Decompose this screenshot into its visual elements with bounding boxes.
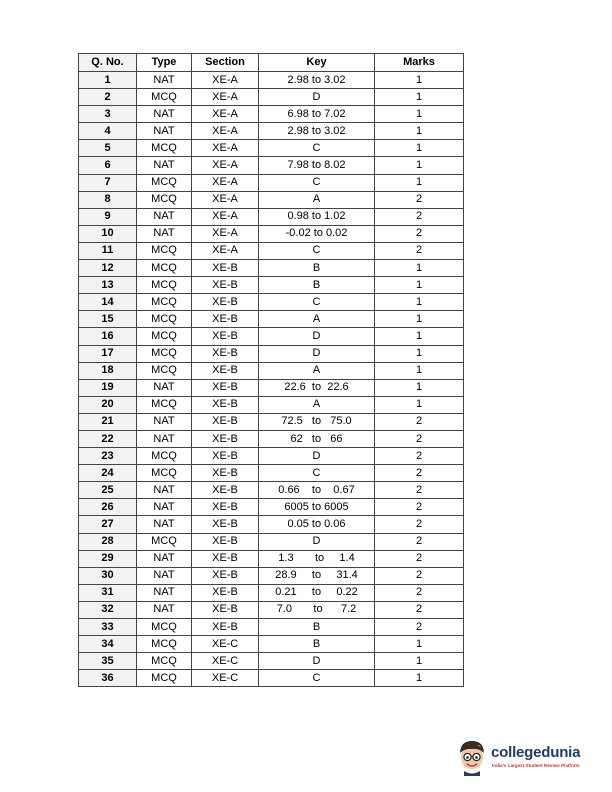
key-cell: C [259, 242, 375, 259]
section-cell: XE-B [192, 430, 259, 447]
type-cell: NAT [137, 584, 192, 601]
type-cell: MCQ [137, 396, 192, 413]
qno-cell: 9 [79, 208, 137, 225]
marks-cell: 2 [375, 584, 464, 601]
section-cell: XE-C [192, 653, 259, 670]
marks-cell: 2 [375, 413, 464, 430]
type-cell: MCQ [137, 277, 192, 294]
table-row [79, 225, 464, 242]
qno-cell: 14 [79, 294, 137, 311]
section-cell: XE-B [192, 328, 259, 345]
section-cell: XE-B [192, 345, 259, 362]
key-cell: B [259, 277, 375, 294]
key-cell: D [259, 533, 375, 550]
section-cell: XE-B [192, 465, 259, 482]
table-body [79, 72, 464, 687]
type-cell: NAT [137, 225, 192, 242]
marks-cell: 1 [375, 277, 464, 294]
header-section: Section [192, 54, 259, 72]
section-cell: XE-B [192, 516, 259, 533]
qno-cell: 3 [79, 106, 137, 123]
marks-cell: 2 [375, 533, 464, 550]
section-cell: XE-B [192, 619, 259, 636]
qno-cell: 23 [79, 448, 137, 465]
table-row [79, 413, 464, 430]
type-cell: NAT [137, 72, 192, 89]
section-cell: XE-A [192, 191, 259, 208]
table-row [79, 516, 464, 533]
marks-cell: 1 [375, 345, 464, 362]
section-cell: XE-B [192, 277, 259, 294]
type-cell: MCQ [137, 448, 192, 465]
section-cell: XE-B [192, 260, 259, 277]
table-row [79, 72, 464, 89]
section-cell: XE-B [192, 362, 259, 379]
table-row [79, 465, 464, 482]
marks-cell: 1 [375, 157, 464, 174]
table-row [79, 157, 464, 174]
marks-cell: 1 [375, 362, 464, 379]
type-cell: MCQ [137, 260, 192, 277]
type-cell: MCQ [137, 174, 192, 191]
marks-cell: 1 [375, 106, 464, 123]
marks-cell: 1 [375, 311, 464, 328]
key-cell: 1.3 to 1.4 [259, 550, 375, 567]
qno-cell: 17 [79, 345, 137, 362]
type-cell: NAT [137, 499, 192, 516]
mascot-icon [455, 738, 489, 776]
qno-cell: 13 [79, 277, 137, 294]
qno-cell: 7 [79, 174, 137, 191]
marks-cell: 1 [375, 72, 464, 89]
marks-cell: 1 [375, 379, 464, 396]
qno-cell: 8 [79, 191, 137, 208]
header-key: Key [259, 54, 375, 72]
type-cell: MCQ [137, 362, 192, 379]
logo-tagline: India's Largest Student Review Platform [492, 763, 580, 768]
table-row [79, 140, 464, 157]
qno-cell: 30 [79, 567, 137, 584]
key-cell: B [259, 260, 375, 277]
key-cell: 0.21 to 0.22 [259, 584, 375, 601]
key-cell: 6005 to 6005 [259, 499, 375, 516]
key-cell: 2.98 to 3.02 [259, 123, 375, 140]
table-row [79, 482, 464, 499]
key-cell: 0.98 to 1.02 [259, 208, 375, 225]
qno-cell: 29 [79, 550, 137, 567]
type-cell: NAT [137, 430, 192, 447]
marks-cell: 1 [375, 174, 464, 191]
table-row [79, 499, 464, 516]
type-cell: MCQ [137, 191, 192, 208]
section-cell: XE-A [192, 174, 259, 191]
marks-cell: 1 [375, 653, 464, 670]
section-cell: XE-B [192, 311, 259, 328]
qno-cell: 20 [79, 396, 137, 413]
section-cell: XE-C [192, 636, 259, 653]
marks-cell: 1 [375, 294, 464, 311]
key-cell: 28.9 to 31.4 [259, 567, 375, 584]
marks-cell: 2 [375, 516, 464, 533]
table-row [79, 174, 464, 191]
section-cell: XE-B [192, 567, 259, 584]
key-cell: D [259, 653, 375, 670]
qno-cell: 21 [79, 413, 137, 430]
table-row [79, 89, 464, 106]
type-cell: MCQ [137, 653, 192, 670]
header-qno: Q. No. [79, 54, 137, 72]
table-row [79, 208, 464, 225]
qno-cell: 1 [79, 72, 137, 89]
qno-cell: 33 [79, 619, 137, 636]
marks-cell: 2 [375, 550, 464, 567]
table-row [79, 567, 464, 584]
section-cell: XE-B [192, 294, 259, 311]
type-cell: MCQ [137, 294, 192, 311]
type-cell: MCQ [137, 619, 192, 636]
key-cell: 7.98 to 8.02 [259, 157, 375, 174]
type-cell: NAT [137, 208, 192, 225]
table-row [79, 448, 464, 465]
section-cell: XE-A [192, 157, 259, 174]
qno-cell: 25 [79, 482, 137, 499]
type-cell: MCQ [137, 636, 192, 653]
qno-cell: 26 [79, 499, 137, 516]
table-row [79, 396, 464, 413]
type-cell: NAT [137, 482, 192, 499]
section-cell: XE-A [192, 225, 259, 242]
type-cell: MCQ [137, 465, 192, 482]
type-cell: MCQ [137, 328, 192, 345]
marks-cell: 2 [375, 619, 464, 636]
type-cell: MCQ [137, 140, 192, 157]
marks-cell: 2 [375, 482, 464, 499]
table-row [79, 106, 464, 123]
marks-cell: 2 [375, 465, 464, 482]
table-row [79, 584, 464, 601]
table-row [79, 670, 464, 687]
key-cell: B [259, 636, 375, 653]
marks-cell: 1 [375, 670, 464, 687]
qno-cell: 32 [79, 601, 137, 618]
key-cell: 0.66 to 0.67 [259, 482, 375, 499]
key-cell: D [259, 345, 375, 362]
section-cell: XE-B [192, 601, 259, 618]
marks-cell: 2 [375, 448, 464, 465]
key-cell: C [259, 294, 375, 311]
marks-cell: 2 [375, 242, 464, 259]
key-cell: C [259, 174, 375, 191]
type-cell: NAT [137, 106, 192, 123]
qno-cell: 11 [79, 242, 137, 259]
qno-cell: 28 [79, 533, 137, 550]
qno-cell: 15 [79, 311, 137, 328]
qno-cell: 2 [79, 89, 137, 106]
marks-cell: 1 [375, 140, 464, 157]
qno-cell: 18 [79, 362, 137, 379]
type-cell: MCQ [137, 311, 192, 328]
table-row [79, 533, 464, 550]
type-cell: MCQ [137, 242, 192, 259]
table-row [79, 379, 464, 396]
type-cell: MCQ [137, 345, 192, 362]
qno-cell: 36 [79, 670, 137, 687]
section-cell: XE-B [192, 448, 259, 465]
section-cell: XE-B [192, 533, 259, 550]
section-cell: XE-B [192, 482, 259, 499]
logo-brand-text: collegedunia [491, 744, 581, 761]
collegedunia-logo [455, 738, 595, 778]
table-row [79, 277, 464, 294]
key-cell: B [259, 619, 375, 636]
key-cell: A [259, 311, 375, 328]
section-cell: XE-B [192, 499, 259, 516]
marks-cell: 1 [375, 89, 464, 106]
header-row [79, 54, 464, 72]
key-cell: D [259, 448, 375, 465]
table-row [79, 294, 464, 311]
marks-cell: 1 [375, 123, 464, 140]
table-row [79, 345, 464, 362]
key-cell: D [259, 328, 375, 345]
table-row [79, 123, 464, 140]
section-cell: XE-B [192, 550, 259, 567]
qno-cell: 22 [79, 430, 137, 447]
section-cell: XE-A [192, 123, 259, 140]
section-cell: XE-C [192, 670, 259, 687]
key-cell: 72.5 to 75.0 [259, 413, 375, 430]
qno-cell: 6 [79, 157, 137, 174]
section-cell: XE-B [192, 396, 259, 413]
type-cell: MCQ [137, 533, 192, 550]
table-row [79, 653, 464, 670]
type-cell: NAT [137, 567, 192, 584]
table-row [79, 430, 464, 447]
section-cell: XE-B [192, 379, 259, 396]
key-cell: -0.02 to 0.02 [259, 225, 375, 242]
table-row [79, 619, 464, 636]
section-cell: XE-B [192, 413, 259, 430]
table-row [79, 550, 464, 567]
qno-cell: 5 [79, 140, 137, 157]
key-cell: 6.98 to 7.02 [259, 106, 375, 123]
marks-cell: 2 [375, 567, 464, 584]
qno-cell: 12 [79, 260, 137, 277]
key-cell: A [259, 396, 375, 413]
table-row [79, 328, 464, 345]
key-cell: 2.98 to 3.02 [259, 72, 375, 89]
type-cell: NAT [137, 123, 192, 140]
qno-cell: 16 [79, 328, 137, 345]
table-row [79, 362, 464, 379]
qno-cell: 10 [79, 225, 137, 242]
table-row [79, 601, 464, 618]
key-cell: D [259, 89, 375, 106]
type-cell: MCQ [137, 670, 192, 687]
marks-cell: 2 [375, 601, 464, 618]
qno-cell: 4 [79, 123, 137, 140]
type-cell: NAT [137, 601, 192, 618]
section-cell: XE-A [192, 106, 259, 123]
section-cell: XE-A [192, 72, 259, 89]
table-row [79, 260, 464, 277]
type-cell: NAT [137, 516, 192, 533]
key-cell: 7.0 to 7.2 [259, 601, 375, 618]
marks-cell: 1 [375, 328, 464, 345]
marks-cell: 1 [375, 260, 464, 277]
qno-cell: 27 [79, 516, 137, 533]
qno-cell: 31 [79, 584, 137, 601]
section-cell: XE-A [192, 140, 259, 157]
section-cell: XE-A [192, 242, 259, 259]
type-cell: NAT [137, 413, 192, 430]
table-row [79, 636, 464, 653]
table-row [79, 191, 464, 208]
marks-cell: 1 [375, 636, 464, 653]
section-cell: XE-B [192, 584, 259, 601]
key-cell: 62 to 66 [259, 430, 375, 447]
type-cell: MCQ [137, 89, 192, 106]
section-cell: XE-A [192, 89, 259, 106]
table-row [79, 311, 464, 328]
marks-cell: 2 [375, 499, 464, 516]
qno-cell: 35 [79, 653, 137, 670]
qno-cell: 34 [79, 636, 137, 653]
header-type: Type [137, 54, 192, 72]
qno-cell: 19 [79, 379, 137, 396]
key-cell: A [259, 191, 375, 208]
header-marks: Marks [375, 54, 464, 72]
type-cell: NAT [137, 157, 192, 174]
marks-cell: 2 [375, 430, 464, 447]
marks-cell: 2 [375, 208, 464, 225]
marks-cell: 2 [375, 191, 464, 208]
answer-key-table [78, 53, 464, 687]
marks-cell: 2 [375, 225, 464, 242]
table-row [79, 242, 464, 259]
qno-cell: 24 [79, 465, 137, 482]
section-cell: XE-A [192, 208, 259, 225]
key-cell: A [259, 362, 375, 379]
key-cell: C [259, 465, 375, 482]
marks-cell: 1 [375, 396, 464, 413]
key-cell: 0.05 to 0.06 [259, 516, 375, 533]
key-cell: 22.6 to 22.6 [259, 379, 375, 396]
type-cell: NAT [137, 379, 192, 396]
key-cell: C [259, 140, 375, 157]
type-cell: NAT [137, 550, 192, 567]
key-cell: C [259, 670, 375, 687]
